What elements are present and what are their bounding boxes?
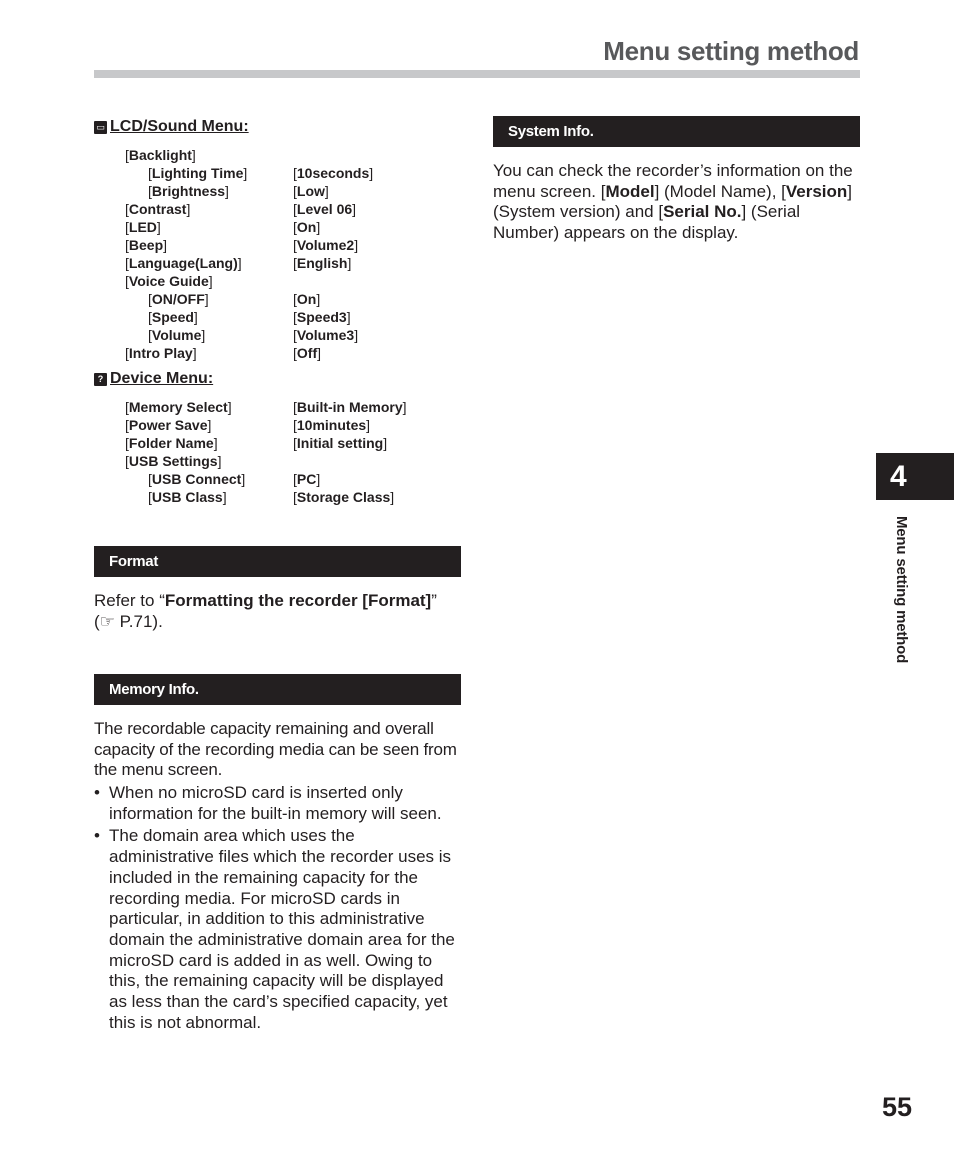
memory-info-bullets — [94, 783, 464, 1035]
menu-row — [125, 290, 373, 308]
menu-row — [125, 218, 373, 236]
menu-item-value-label: English — [296, 255, 348, 271]
menu-item-label: Backlight — [128, 147, 192, 163]
menu-item-label: ON/OFF — [151, 291, 205, 307]
memory-info-paragraph: The recordable capacity remaining and overall capacity of the recording media can be seen from the menu screen. — [94, 719, 457, 780]
menu-item-name: [Memory Select] — [125, 399, 232, 415]
menu-item-value: [Level 06] — [293, 201, 357, 217]
menu-item-value-label: Built-in Memory — [296, 399, 403, 415]
format-section-bar — [94, 546, 461, 577]
menu-item-name: [ON/OFF] — [148, 291, 209, 307]
menu-item-name: [Power Save] — [125, 417, 212, 433]
menu-item-name: [Intro Play] — [125, 345, 197, 361]
menu-row — [125, 452, 407, 470]
menu-item-name: [USB Connect] — [148, 471, 246, 487]
page-header-title: Menu setting method — [603, 36, 859, 66]
system-info-model: Model — [605, 181, 655, 201]
menu-item-name: [Contrast] — [125, 201, 191, 217]
menu-item-name: [USB Class] — [148, 489, 227, 505]
menu-item-label: Beep — [128, 237, 164, 253]
lcd-sound-menu-table — [125, 146, 373, 362]
system-info-section-bar — [493, 116, 860, 147]
header-rule — [94, 70, 860, 78]
menu-row — [125, 416, 407, 434]
format-text-prefix: Refer to “ — [94, 591, 165, 610]
menu-item-label: USB Class — [151, 489, 223, 505]
device-icon: ? — [94, 373, 107, 386]
menu-item-value-label: Storage Class — [296, 489, 391, 505]
menu-item-value-label: 10seconds — [296, 165, 370, 181]
device-menu-table — [125, 398, 407, 506]
menu-item-label: Brightness — [151, 183, 226, 199]
menu-item-name: [Language(Lang)] — [125, 255, 242, 271]
menu-item-value: [Storage Class] — [293, 489, 395, 505]
menu-item-name: [Volume] — [148, 327, 206, 343]
menu-item-value: [Volume3] — [293, 327, 359, 343]
menu-item-label: USB Settings — [128, 453, 218, 469]
menu-item-value-label: Low — [296, 183, 325, 199]
menu-item-value: [10minutes] — [293, 417, 371, 433]
device-menu-title: Device Menu: — [110, 370, 214, 387]
menu-item-name: [Backlight] — [125, 147, 196, 163]
menu-item-value-label: Level 06 — [296, 201, 353, 217]
menu-item-label: Power Save — [128, 417, 208, 433]
menu-item-label: LED — [128, 219, 157, 235]
menu-item-label: Volume — [151, 327, 202, 343]
menu-row — [125, 326, 373, 344]
menu-row — [125, 308, 373, 326]
menu-item-value: [Volume2] — [293, 237, 359, 253]
menu-row — [125, 272, 373, 290]
memory-info-section-title: Memory Info. — [109, 681, 199, 698]
chapter-tab — [876, 453, 954, 500]
menu-item-value: [On] — [293, 291, 321, 307]
menu-item-value-label: On — [296, 219, 317, 235]
menu-item-value-label: Speed3 — [296, 309, 347, 325]
menu-item-value: [Initial setting] — [293, 435, 388, 451]
system-info-section-title: System Info. — [508, 123, 594, 140]
menu-item-label: Contrast — [128, 201, 187, 217]
menu-item-value: [Off] — [293, 345, 321, 361]
menu-item-value-label: Volume3 — [296, 327, 355, 343]
chapter-number: 4 — [890, 459, 907, 493]
menu-item-value-label: 10minutes — [296, 417, 367, 433]
menu-item-value-label: Initial setting — [296, 435, 384, 451]
menu-item-name: [Speed] — [148, 309, 198, 325]
format-text-suffix: ” (☞ P.71). — [94, 591, 437, 631]
menu-item-label: Speed — [151, 309, 194, 325]
menu-item-value-label: PC — [296, 471, 317, 487]
menu-row — [125, 236, 373, 254]
menu-item-label: Lighting Time — [151, 165, 244, 181]
menu-item-value: [PC] — [293, 471, 321, 487]
menu-item-name: [LED] — [125, 219, 161, 235]
menu-item-name: [Folder Name] — [125, 435, 218, 451]
menu-item-value-label: Off — [296, 345, 318, 361]
chapter-side-label: Menu setting method — [893, 516, 910, 664]
menu-item-name: [Lighting Time] — [148, 165, 248, 181]
page-number: 55 — [881, 1092, 912, 1122]
menu-row — [125, 434, 407, 452]
menu-item-label: Voice Guide — [128, 273, 209, 289]
menu-row — [125, 200, 373, 218]
memory-info-bullet: • The domain area which uses the administrative files which the recorder uses is included in the remaining capacity for the recording media. For microSD cards in particular, in addition to this administrative domain the administrative domain area for the microSD card is added in as well. Owing to this, the remaining capacity will be displayed as less than the card’s specified capacity, yet this is not abnormal. — [94, 826, 464, 1033]
lcd-sound-menu-title: LCD/Sound Menu: — [110, 118, 249, 135]
menu-row — [125, 344, 373, 362]
system-info-text-part: ] (Model Name), [ — [654, 181, 786, 201]
menu-item-name: [Beep] — [125, 237, 168, 253]
format-section-title: Format — [109, 553, 159, 570]
menu-item-value-label: On — [296, 291, 317, 307]
system-info-text-part: ] (Serial Number) appears on the display. — [493, 202, 801, 243]
format-link-text: Formatting the recorder [Format] — [164, 591, 432, 610]
menu-row — [125, 398, 407, 416]
menu-row — [125, 488, 407, 506]
system-info-text-part: You can check the recorder’s information on the menu screen. [ — [493, 161, 853, 201]
menu-item-value-label: Volume2 — [296, 237, 355, 253]
menu-row — [125, 470, 407, 488]
system-info-version: Version — [785, 181, 848, 201]
menu-item-value: [Low] — [293, 183, 329, 199]
system-info-text — [493, 161, 860, 244]
menu-item-name: [USB Settings] — [125, 453, 222, 469]
menu-item-value: [English] — [293, 255, 352, 271]
menu-item-value: [On] — [293, 219, 321, 235]
menu-item-label: USB Connect — [151, 471, 242, 487]
menu-item-label: Folder Name — [128, 435, 214, 451]
menu-row — [125, 182, 373, 200]
menu-item-value: [Speed3] — [293, 309, 351, 325]
memory-info-bullet: • When no microSD card is inserted only information for the built-in memory will seen. — [94, 783, 464, 824]
system-info-text-part: ] (System version) and [ — [493, 181, 853, 222]
menu-item-name: [Voice Guide] — [125, 273, 213, 289]
lcd-icon: ▭ — [94, 121, 107, 134]
menu-row — [125, 146, 373, 164]
device-menu-heading — [94, 370, 213, 388]
menu-item-name: [Brightness] — [148, 183, 229, 199]
lcd-sound-menu-heading — [94, 118, 249, 136]
menu-item-label: Intro Play — [128, 345, 193, 361]
menu-item-label: Memory Select — [128, 399, 228, 415]
format-text — [94, 591, 461, 632]
menu-row — [125, 254, 373, 272]
system-info-serial: Serial No. — [663, 202, 742, 222]
menu-item-value: [10seconds] — [293, 165, 374, 181]
memory-info-section-bar — [94, 674, 461, 705]
menu-row — [125, 164, 373, 182]
menu-item-value: [Built-in Memory] — [293, 399, 407, 415]
menu-item-label: Language(Lang) — [128, 255, 238, 271]
